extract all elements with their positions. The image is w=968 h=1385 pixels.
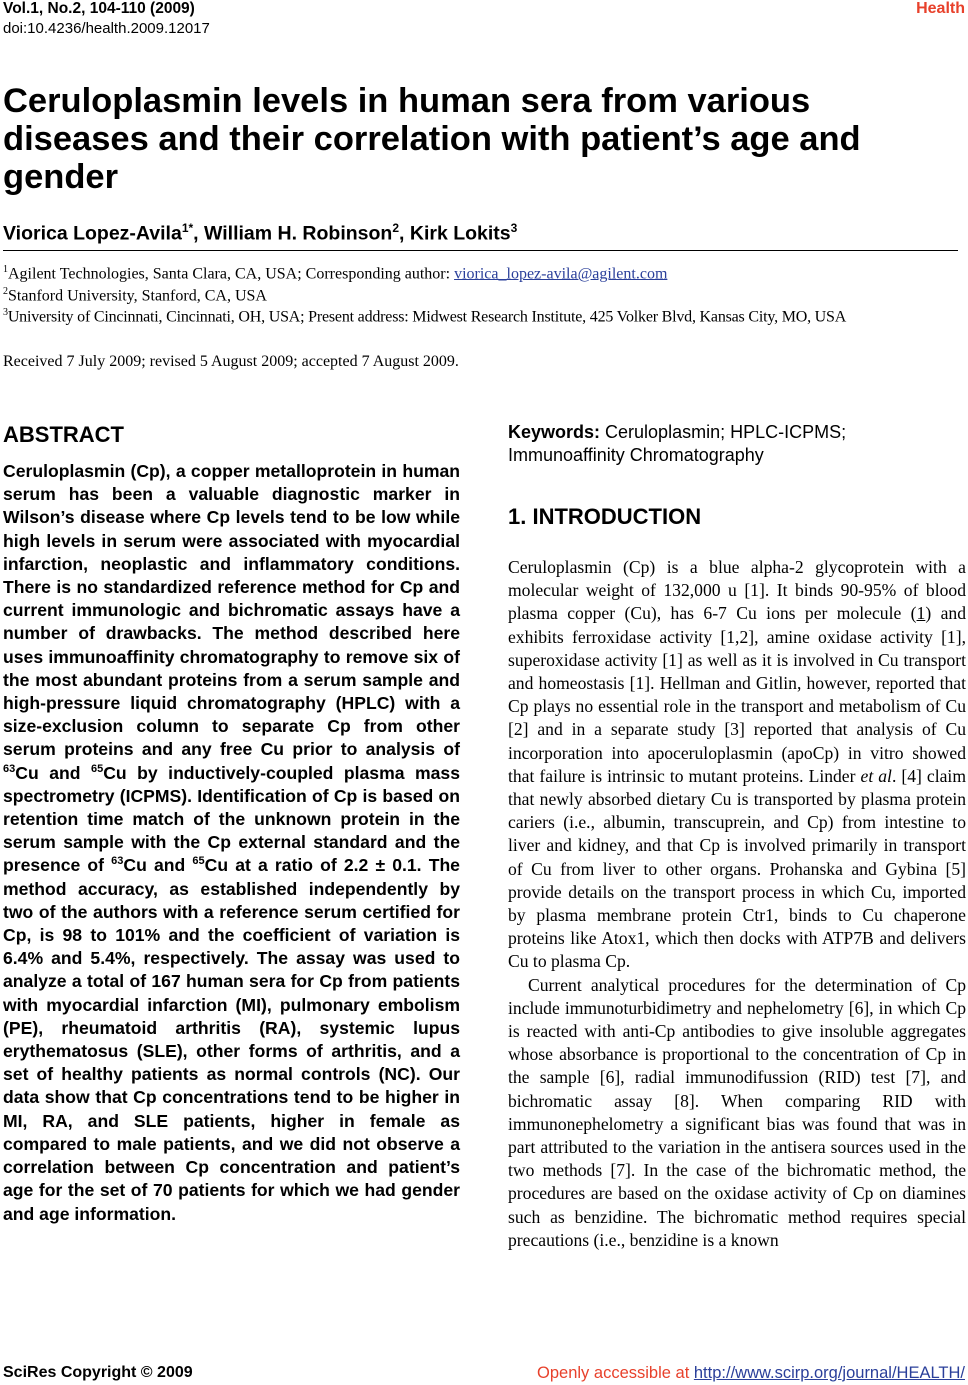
author-separator: ,	[399, 222, 410, 245]
isotope-superscript: 65	[192, 855, 205, 868]
isotope-superscript: 65	[90, 762, 104, 775]
author-affiliation-mark: 3	[510, 221, 518, 235]
copyright-notice: SciRes Copyright © 2009	[3, 1364, 193, 1381]
abstract-fragment: Cu at a ratio of 2.2 ± 0.1. The method accuracy, as established independently by two of the authors with a reference serum certified for Cp, is 98 to 101% and the coefficient of variation is 6.4% and 5.4%, respectively. The assay was used to analyze a total of 167 human sera for Cp from patients with myocardial infarction (MI), pulmonary embolism (PE), rheumatoid arthritis (RA), systemic lupus erythematosus (SLE), other forms of arthritis, and a set of healthy patients as normal controls (NC). Our data show that Cp concentrations tend to be higher in MI, RA, and SLE patients, higher in female as compared to male patients, and we did not observe a correlation between Cp concentration and patient’s age for the set of 70 patients for which we had gender and age information.	[3, 855, 460, 1224]
affiliation-text: Agilent Technologies, Santa Clara, CA, USA; Corresponding author:	[8, 265, 455, 283]
paper-title: Ceruloplasmin levels in human sera from various diseases and their correlation with patient’s age and gender	[3, 82, 861, 196]
keywords	[508, 421, 908, 467]
keywords-text: Ceruloplasmin; HPLC-ICPMS; Immunoaffinity Chromatography	[508, 422, 847, 465]
abstract-fragment: Ceruloplasmin (Cp), a copper metalloprotein in human serum has been a valuable diagnostic marker in Wilson’s disease where Cp levels tend to be low while high levels in serum were associated with myocardial infarction, neoplastic and inflammatory conditions. There is no standardized reference method for Cp and current immunologic and bichromatic assays have a number of drawbacks. The method described here uses immunoaffinity chromatography to remove six of the most abundant proteins from a serum sample and high-pressure liquid chromatography (HPLC) with a size-exclusion column to separate Cp from other serum proteins and any free Cu prior to analysis of	[3, 461, 460, 760]
paragraph-fragment: Ceruloplasmin (Cp) is a blue alpha-2 glycoprotein with a molecular weight of 132,000 u [1]. It binds 90-95% of blood plasma copper (Cu), has 6-7 Cu ions per molecule (	[508, 557, 966, 624]
abstract-text	[3, 460, 460, 1226]
author-affiliation-mark: 1*	[181, 221, 194, 235]
author-separator: ,	[193, 222, 204, 245]
author-email-link[interactable]: viorica_lopez-avila@agilent.com	[454, 265, 668, 283]
author-name: Viorica Lopez-Avila	[3, 222, 182, 245]
affiliation-text: Stanford University, Stanford, CA, USA	[8, 287, 267, 305]
affiliation-text: University of Cincinnati, Cincinnati, OH, USA; Present address: Midwest Research Institute, 425 Volker Blvd, Kansas City, MO, USA	[7, 308, 847, 326]
volume-info: Vol.1, No.2, 104-110 (2009)	[3, 0, 195, 17]
abstract-fragment: Cu and	[15, 762, 91, 783]
journal-url-link[interactable]: http://www.scirp.org/journal/HEALTH/	[693, 1364, 965, 1382]
abstract-heading: ABSTRACT	[3, 422, 124, 447]
paragraph-fragment: . [4] claim that newly absorbed dietary Cu is transported by plasma protein cariers (i.e., albumin, transcuprein, and Cp) from intestine to liver and kidney, and that Cp is involved primarily in transport of Cu from liver to other organs. Prohanska and Gybina [5] provide details on the transport process in which Cu, imported by plasma membrane protein Ctr1, binds to Cu chaperone proteins like Atox1, which then docks with ATP7B and delivers Cu to plasma Cp.	[508, 765, 967, 972]
introduction-heading: 1. INTRODUCTION	[508, 504, 702, 529]
author-name: William H. Robinson	[204, 222, 393, 245]
abstract-fragment: Cu by inductively-coupled plasma mass spectrometry (ICPMS). Identification of Cp is based on retention time match of the unknown protein in the serum sample with the Cp external standard and the presence of	[3, 762, 460, 876]
affiliation-3	[3, 307, 846, 326]
keywords-label: Keywords:	[508, 422, 601, 442]
introduction-paragraph: Current analytical procedures for the determination of Cp include immunoturbidimetry and nephelometry [6], in which Cp is reacted with anti-Cp antibodies to give insoluble aggregates whose absorbance is proportional to the concentration of Cp in the sample [6], radial immunodifussion (RID) test [7], and bichromatic assay [8]. When comparing RID with immunonephelometry a significant bias was found that was in part attributed to the variation in the antisera sources used in the two methods [7]. In the case of the bichromatic method, the procedures are based on the oxidase activity of Cp on diamines such as benzidine. The bichromatic method requires special precautions (i.e., benzidine is a known	[508, 974, 966, 1250]
isotope-superscript: 63	[3, 762, 16, 775]
header-divider	[3, 250, 958, 251]
author-affiliation-mark: 2	[392, 221, 400, 235]
author-list	[3, 221, 517, 246]
doi: doi:10.4236/health.2009.12017	[3, 20, 210, 37]
received-dates: Received 7 July 2009; revised 5 August 2009; accepted 7 August 2009.	[3, 353, 459, 370]
introduction-paragraph	[508, 556, 966, 974]
open-access-note	[537, 1364, 965, 1383]
open-access-label: Openly accessible at	[537, 1364, 694, 1382]
italic-et-al: et al	[860, 765, 892, 786]
affiliation-2	[3, 286, 267, 305]
affiliation-number: 1	[3, 264, 8, 275]
author-name: Kirk Lokits	[409, 222, 511, 245]
affiliation-1	[3, 264, 667, 283]
abstract-fragment: Cu and	[123, 855, 193, 876]
paragraph-fragment: ) and exhibits ferroxidase activity [1,2], amine oxidase activity [1], superoxidase activity [1] as well as it is involved in Cu transport and homeostasis [1]. Hellman and Gitlin, however, reported that Cp plays no essential role in the transport and metabolism of Cu [2] and in a separate study [3] reported that analysis of Cu incorporation into apoceruloplasmin (apoCp) in vitro showed that failure is intrinsic to mutant proteins. Linder	[508, 603, 966, 786]
introduction-body	[508, 556, 966, 1252]
journal-name: Health	[916, 0, 965, 17]
affiliation-number: 3	[3, 307, 8, 318]
affiliation-number: 2	[3, 286, 8, 297]
reference-link[interactable]: 1	[916, 603, 926, 624]
isotope-superscript: 63	[111, 855, 124, 868]
